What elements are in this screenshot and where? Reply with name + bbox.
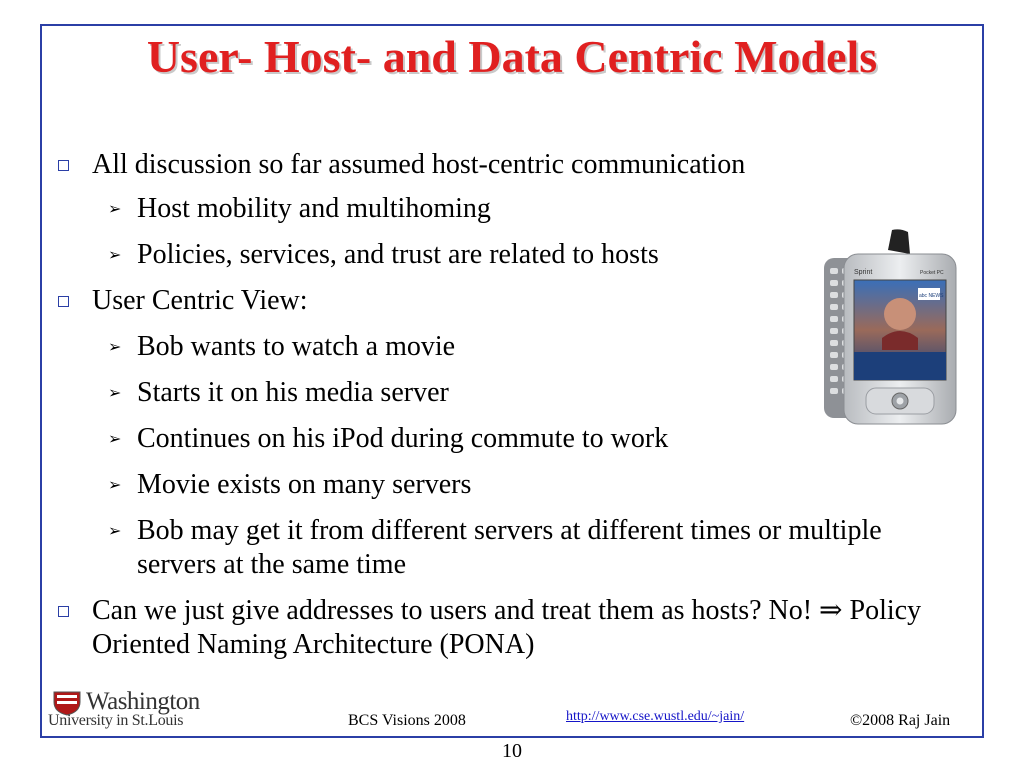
arrow-bullet-icon: ➢ bbox=[108, 475, 122, 494]
bullet-text: Bob wants to watch a movie bbox=[137, 331, 456, 362]
slide-title: User- Host- and Data Centric Models bbox=[146, 31, 878, 82]
bullet-text: Continues on his iPod during commute to work bbox=[137, 423, 669, 454]
bullet-text: Movie exists on many servers bbox=[137, 469, 472, 500]
bullet-text: User Centric View: bbox=[92, 285, 308, 316]
phone-brand: Sprint bbox=[854, 269, 873, 276]
logo-university: University in St.Louis bbox=[48, 712, 184, 729]
bullet-text: Policies, services, and trust are related to hosts bbox=[137, 239, 659, 270]
list-item bbox=[58, 468, 958, 502]
bullet-text: All discussion so far assumed host-centric communication bbox=[92, 149, 746, 180]
logo-washington: Washington bbox=[86, 688, 200, 715]
arrow-bullet-icon: ➢ bbox=[108, 383, 122, 402]
bullet-text: Can we just give addresses to users and treat them as hosts? No! ⇒ Policy Oriented Naming Architecture (PONA) bbox=[92, 595, 922, 660]
page-number: 10 bbox=[502, 740, 522, 762]
phone-screen-logo: abc NEWS bbox=[919, 293, 944, 299]
university-logo bbox=[48, 688, 200, 732]
square-bullet-icon bbox=[58, 160, 69, 171]
arrow-bullet-icon: ➢ bbox=[108, 199, 122, 218]
list-item bbox=[58, 148, 958, 182]
phone-os-label: Pocket PC bbox=[920, 270, 944, 276]
list-item bbox=[58, 594, 922, 662]
footer-link[interactable]: http://www.cse.wustl.edu/~jain/ bbox=[566, 709, 745, 724]
list-item bbox=[58, 192, 958, 226]
bullet-text: Host mobility and multihoming bbox=[137, 193, 491, 224]
arrow-bullet-icon: ➢ bbox=[108, 429, 122, 448]
square-bullet-icon bbox=[58, 296, 69, 307]
footer-event: BCS Visions 2008 bbox=[348, 712, 466, 729]
footer-copyright: ©2008 Raj Jain bbox=[850, 712, 951, 729]
bullet-text: Bob may get it from different servers at different times or multiple servers at the same time bbox=[137, 515, 882, 580]
square-bullet-icon bbox=[58, 606, 69, 617]
smartphone-image bbox=[820, 228, 962, 428]
arrow-bullet-icon: ➢ bbox=[108, 245, 122, 264]
arrow-bullet-icon: ➢ bbox=[108, 521, 122, 540]
bullet-text: Starts it on his media server bbox=[137, 377, 449, 408]
arrow-bullet-icon: ➢ bbox=[108, 337, 122, 356]
list-item bbox=[58, 514, 927, 582]
